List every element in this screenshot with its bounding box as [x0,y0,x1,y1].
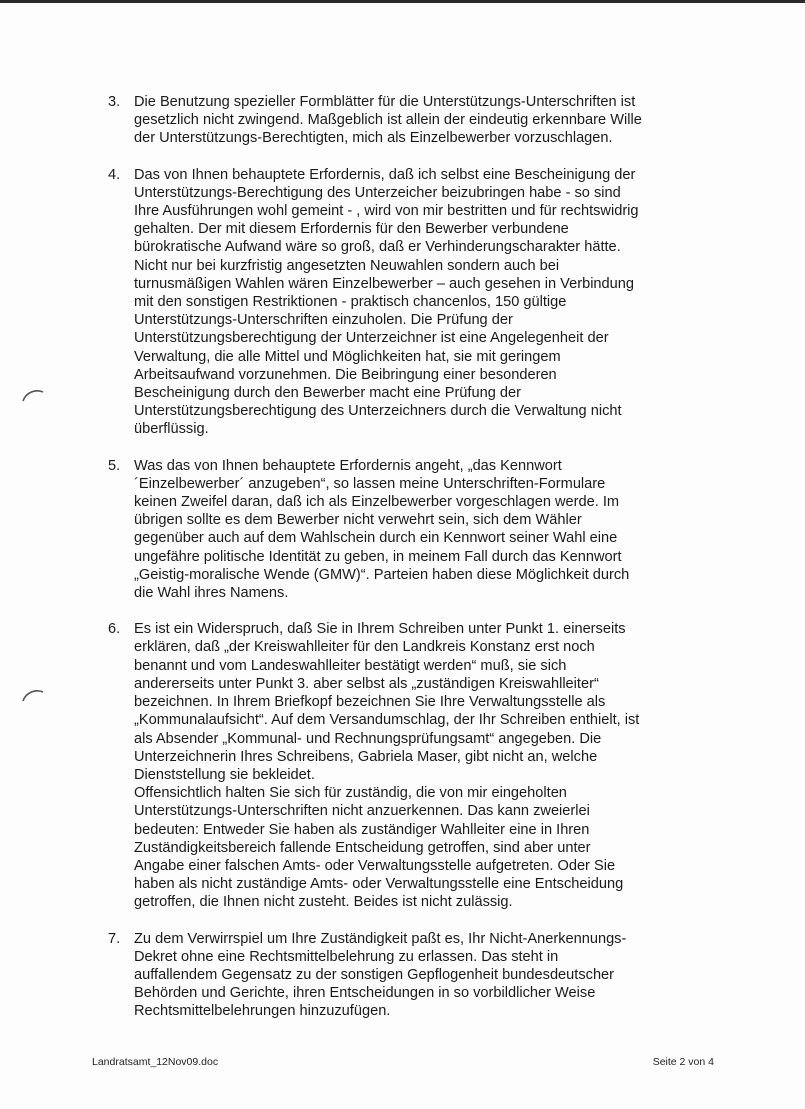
item-number: 6. [108,621,121,638]
item-number: 3. [108,94,121,110]
scan-edge-top [0,0,806,3]
list-item-7 [108,930,698,1021]
item-text: Das von Ihnen behauptete Erfordernis, daß ich selbst eine Bescheinigung der Unterstützungs-Berechtigung des Unterzeicher beizubringen habe - so sind Ihre Ausführungen wohl gemeint - , wird von mir bestritten und für rechtswidrig gehalten. Der mit diesem Erfordernis für den Bewerber verbundene bürokratische Aufwand wäre so groß, daß er Verhinderungscharakter hätte. Nicht nur bei kurzfristig angesetzten Neuwahlen sondern auch bei turnusmäßigen Wahlen wären Einzelbewerber – auch gesehen in Verbindung mit den sonstigen Restriktionen - praktisch chancenlos, 150 gültige Unterstützungs-Unterschriften einzuholen. Die Prüfung der Unterstützungsberechtigung der Unterzeichner ist eine Angelegenheit der Verwaltung, die alle Mittel und Möglichkeiten hat, sie mit geringem Arbeitsaufwand vorzunehmen. Die Beibringung einer besonderen Bescheinigung durch den Bewerber macht eine Prüfung der Unterstützungsberechtigung des Unterzeichners durch die Verwaltung nicht überflüssig. [134,166,639,438]
list-item-5 [108,457,698,603]
page-footer [92,1056,714,1068]
footer-page-number: Seite 2 von 4 [652,1056,714,1068]
item-text: Was das von Ihnen behauptete Erfordernis angeht, „das Kennwort ´Einzelbewerber´ anzugeben“, so lassen meine Unterschriften-Formulare keinen Zweifel daran, daß ich als Einzelbewerber vorgeschlagen werde. Im übrigen sollte es dem Bewerber nicht verwehrt sein, sich dem Wähler gegenüber auch auf dem Wahlschein durch ein Kennwort seiner Wahl eine ungefähre politische Identität zu geben, in meinem Fall durch das Kennwort „Geistig-moralische Wende (GMW)“. Parteien haben diese Möglichkeit durch die Wahl ihres Namens. [134,457,630,602]
list-item-6 [108,620,698,911]
footer-filename: Landratsamt_12Nov09.doc [92,1056,219,1068]
punch-hole-mark-icon [22,388,44,402]
list-item-3 [108,93,698,148]
list-item-4 [108,166,698,439]
item-number: 4. [108,166,121,183]
punch-hole-mark-icon [22,688,44,702]
item-number: 5. [108,457,121,474]
document-body [108,93,698,1021]
item-number: 7. [108,930,121,947]
item-text: Zu dem Verwirrspiel um Ihre Zuständigkeit paßt es, Ihr Nicht-Anerkennungs- Dekret ohne eine Rechtsmittelbelehrung zu erlassen. Das steht in auffallendem Gegensatz zu der sonstigen Gepflogenheit bundesdeutscher Behörden und Gerichte, ihren Entscheidungen in so vorbildlicher Weise Rechtsmittelbelehrungen hinzuzufügen. [134,930,627,1020]
item-text: Es ist ein Widerspruch, daß Sie in Ihrem Schreiben unter Punkt 1. einerseits erklären, daß „der Kreiswahlleiter für den Landkreis Konstanz erst noch benannt und vom Landeswahlleiter bestätigt werden“ muß, sie sich andererseits unter Punkt 3. aber selbst als „zuständigen Kreiswahlleiter“ bezeichnen. In Ihrem Briefkopf bezeichnen Sie Ihre Verwaltungsstelle als „Kommunalaufsicht“. Auf dem Versandumschlag, der Ihr Schreiben enthielt, ist als Absender „Kommunal- und Rechnungsprüfungsamt“ angegeben. Die Unterzeichnerin Ihres Schreibens, Gabriela Maser, gibt nicht an, welche Dienststellung sie bekleidet. Offensichtlich halten Sie sich für zuständig, die von mir eingeholten Unterstützungs-Unterschriften nicht anzuerkennen. Das kann zweierlei bedeuten: Entweder Sie haben als zuständiger Wahlleiter eine in Ihren Zuständigkeitsbereich fallende Entscheidung getroffen, sind aber unter Angabe einer falschen Amts- oder Verwaltungsstelle aufgetreten. Oder Sie haben als nicht zuständige Amts- oder Verwaltungsstelle eine Entscheidung getroffen, die Ihnen nicht zusteht. Beides ist nicht zulässig. [134,621,640,911]
item-text: Die Benutzung spezieller Formblätter für die Unterstützungs-Unterschriften ist gesetzlich nicht zwingend. Maßgeblich ist allein der eindeutig erkennbare Wille der Unterstützungs-Berechtigten, mich als Einzelbewerber vorzuschlagen. [134,94,642,147]
